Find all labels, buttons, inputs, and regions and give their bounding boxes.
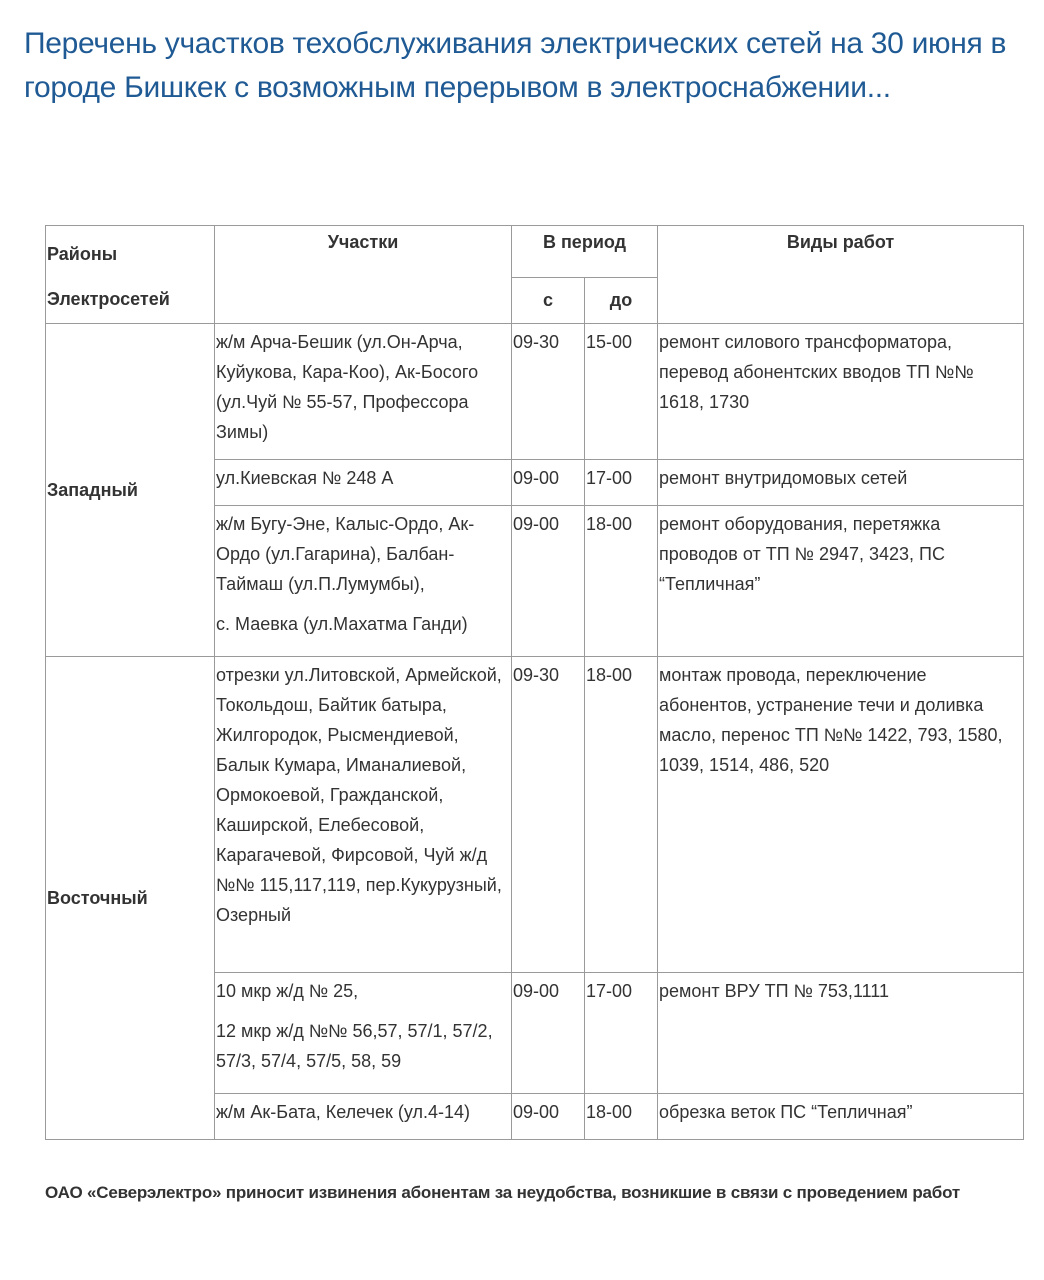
- column-header-district-line1: Районы: [47, 244, 118, 264]
- sites-cell: [215, 324, 512, 460]
- time-to-cell: 17-00: [585, 460, 658, 506]
- sites-cell: [215, 1094, 512, 1140]
- time-to-cell: 15-00: [585, 324, 658, 460]
- table-header-row: [46, 226, 1024, 278]
- sites-text: с. Маевка (ул.Махатма Ганди): [216, 614, 468, 634]
- column-header-period: В период: [512, 226, 658, 278]
- time-from-cell: 09-00: [512, 460, 585, 506]
- sites-cell: [215, 657, 512, 973]
- work-cell: ремонт внутридомовых сетей: [658, 460, 1024, 506]
- sites-text: ж/м Арча-Бешик (ул.Он-Арча, Куйукова, Кара-Коо), Ак-Босого (ул.Чуй № 55-57, Профессора Зимы): [216, 332, 479, 442]
- time-from-cell: 09-30: [512, 324, 585, 460]
- work-cell: ремонт силового трансформатора, перевод абонентских вводов ТП №№ 1618, 1730: [658, 324, 1024, 460]
- time-from-cell: 09-00: [512, 973, 585, 1094]
- page-title: Перечень участков техобслуживания электрических сетей на 30 июня в городе Бишкек с возможным перерывом в электроснабжении...: [24, 27, 1007, 104]
- time-to-cell: 18-00: [585, 506, 658, 657]
- sites-text: ж/м Бугу-Эне, Калыс-Ордо, Ак-Ордо (ул.Гагарина), Балбан-Таймаш (ул.П.Лумумбы),: [216, 514, 475, 594]
- column-header-sites: Участки: [215, 226, 512, 324]
- outage-schedule-table: [45, 225, 1024, 1140]
- column-header-district-line2: Электросетей: [47, 289, 170, 309]
- sites-text: отрезки ул.Литовской, Армейской, Токольдош, Байтик батыра, Жилгородок, Рысмендиевой, Балык Кумара, Иманалиевой, Ормокоевой, Гражданской, Каширской, Елебесовой, Карагачевой, Фирсовой, Чуй ж/д №№ 115,117,119, пер.Кукурузный, Озерный: [216, 665, 502, 925]
- sites-cell: [215, 506, 512, 657]
- work-cell: обрезка веток ПС “Тепличная”: [658, 1094, 1024, 1140]
- sites-text: ул.Киевская № 248 А: [216, 468, 394, 488]
- column-header-district: [46, 226, 215, 324]
- column-header-from: с: [512, 278, 585, 324]
- column-header-work: Виды работ: [658, 226, 1024, 324]
- sites-text: 12 мкр ж/д №№ 56,57, 57/1, 57/2, 57/3, 57/4, 57/5, 58, 59: [216, 1021, 493, 1071]
- time-from-cell: 09-30: [512, 657, 585, 973]
- column-header-to: до: [585, 278, 658, 324]
- sites-text: 10 мкр ж/д № 25,: [216, 981, 359, 1001]
- time-to-cell: 18-00: [585, 657, 658, 973]
- district-cell: Западный: [46, 324, 215, 657]
- time-to-cell: 17-00: [585, 973, 658, 1094]
- time-from-cell: 09-00: [512, 1094, 585, 1140]
- sites-cell: [215, 973, 512, 1094]
- table-row: [46, 324, 1024, 460]
- sites-text: ж/м Ак-Бата, Келечек (ул.4-14): [216, 1102, 470, 1122]
- work-cell: ремонт ВРУ ТП № 753,1111: [658, 973, 1024, 1094]
- sites-cell: [215, 460, 512, 506]
- work-cell: монтаж провода, переключение абонентов, устранение течи и доливка масло, перенос ТП №№ 1422, 793, 1580, 1039, 1514, 486, 520: [658, 657, 1024, 973]
- table-row: [46, 657, 1024, 973]
- apology-note: ОАО «Северэлектро» приносит извинения абонентам за неудобства, возникшие в связи с проведением работ: [45, 1183, 960, 1202]
- time-to-cell: 18-00: [585, 1094, 658, 1140]
- work-cell: ремонт оборудования, перетяжка проводов от ТП № 2947, 3423, ПС “Тепличная”: [658, 506, 1024, 657]
- district-cell: Восточный: [46, 657, 215, 1140]
- time-from-cell: 09-00: [512, 506, 585, 657]
